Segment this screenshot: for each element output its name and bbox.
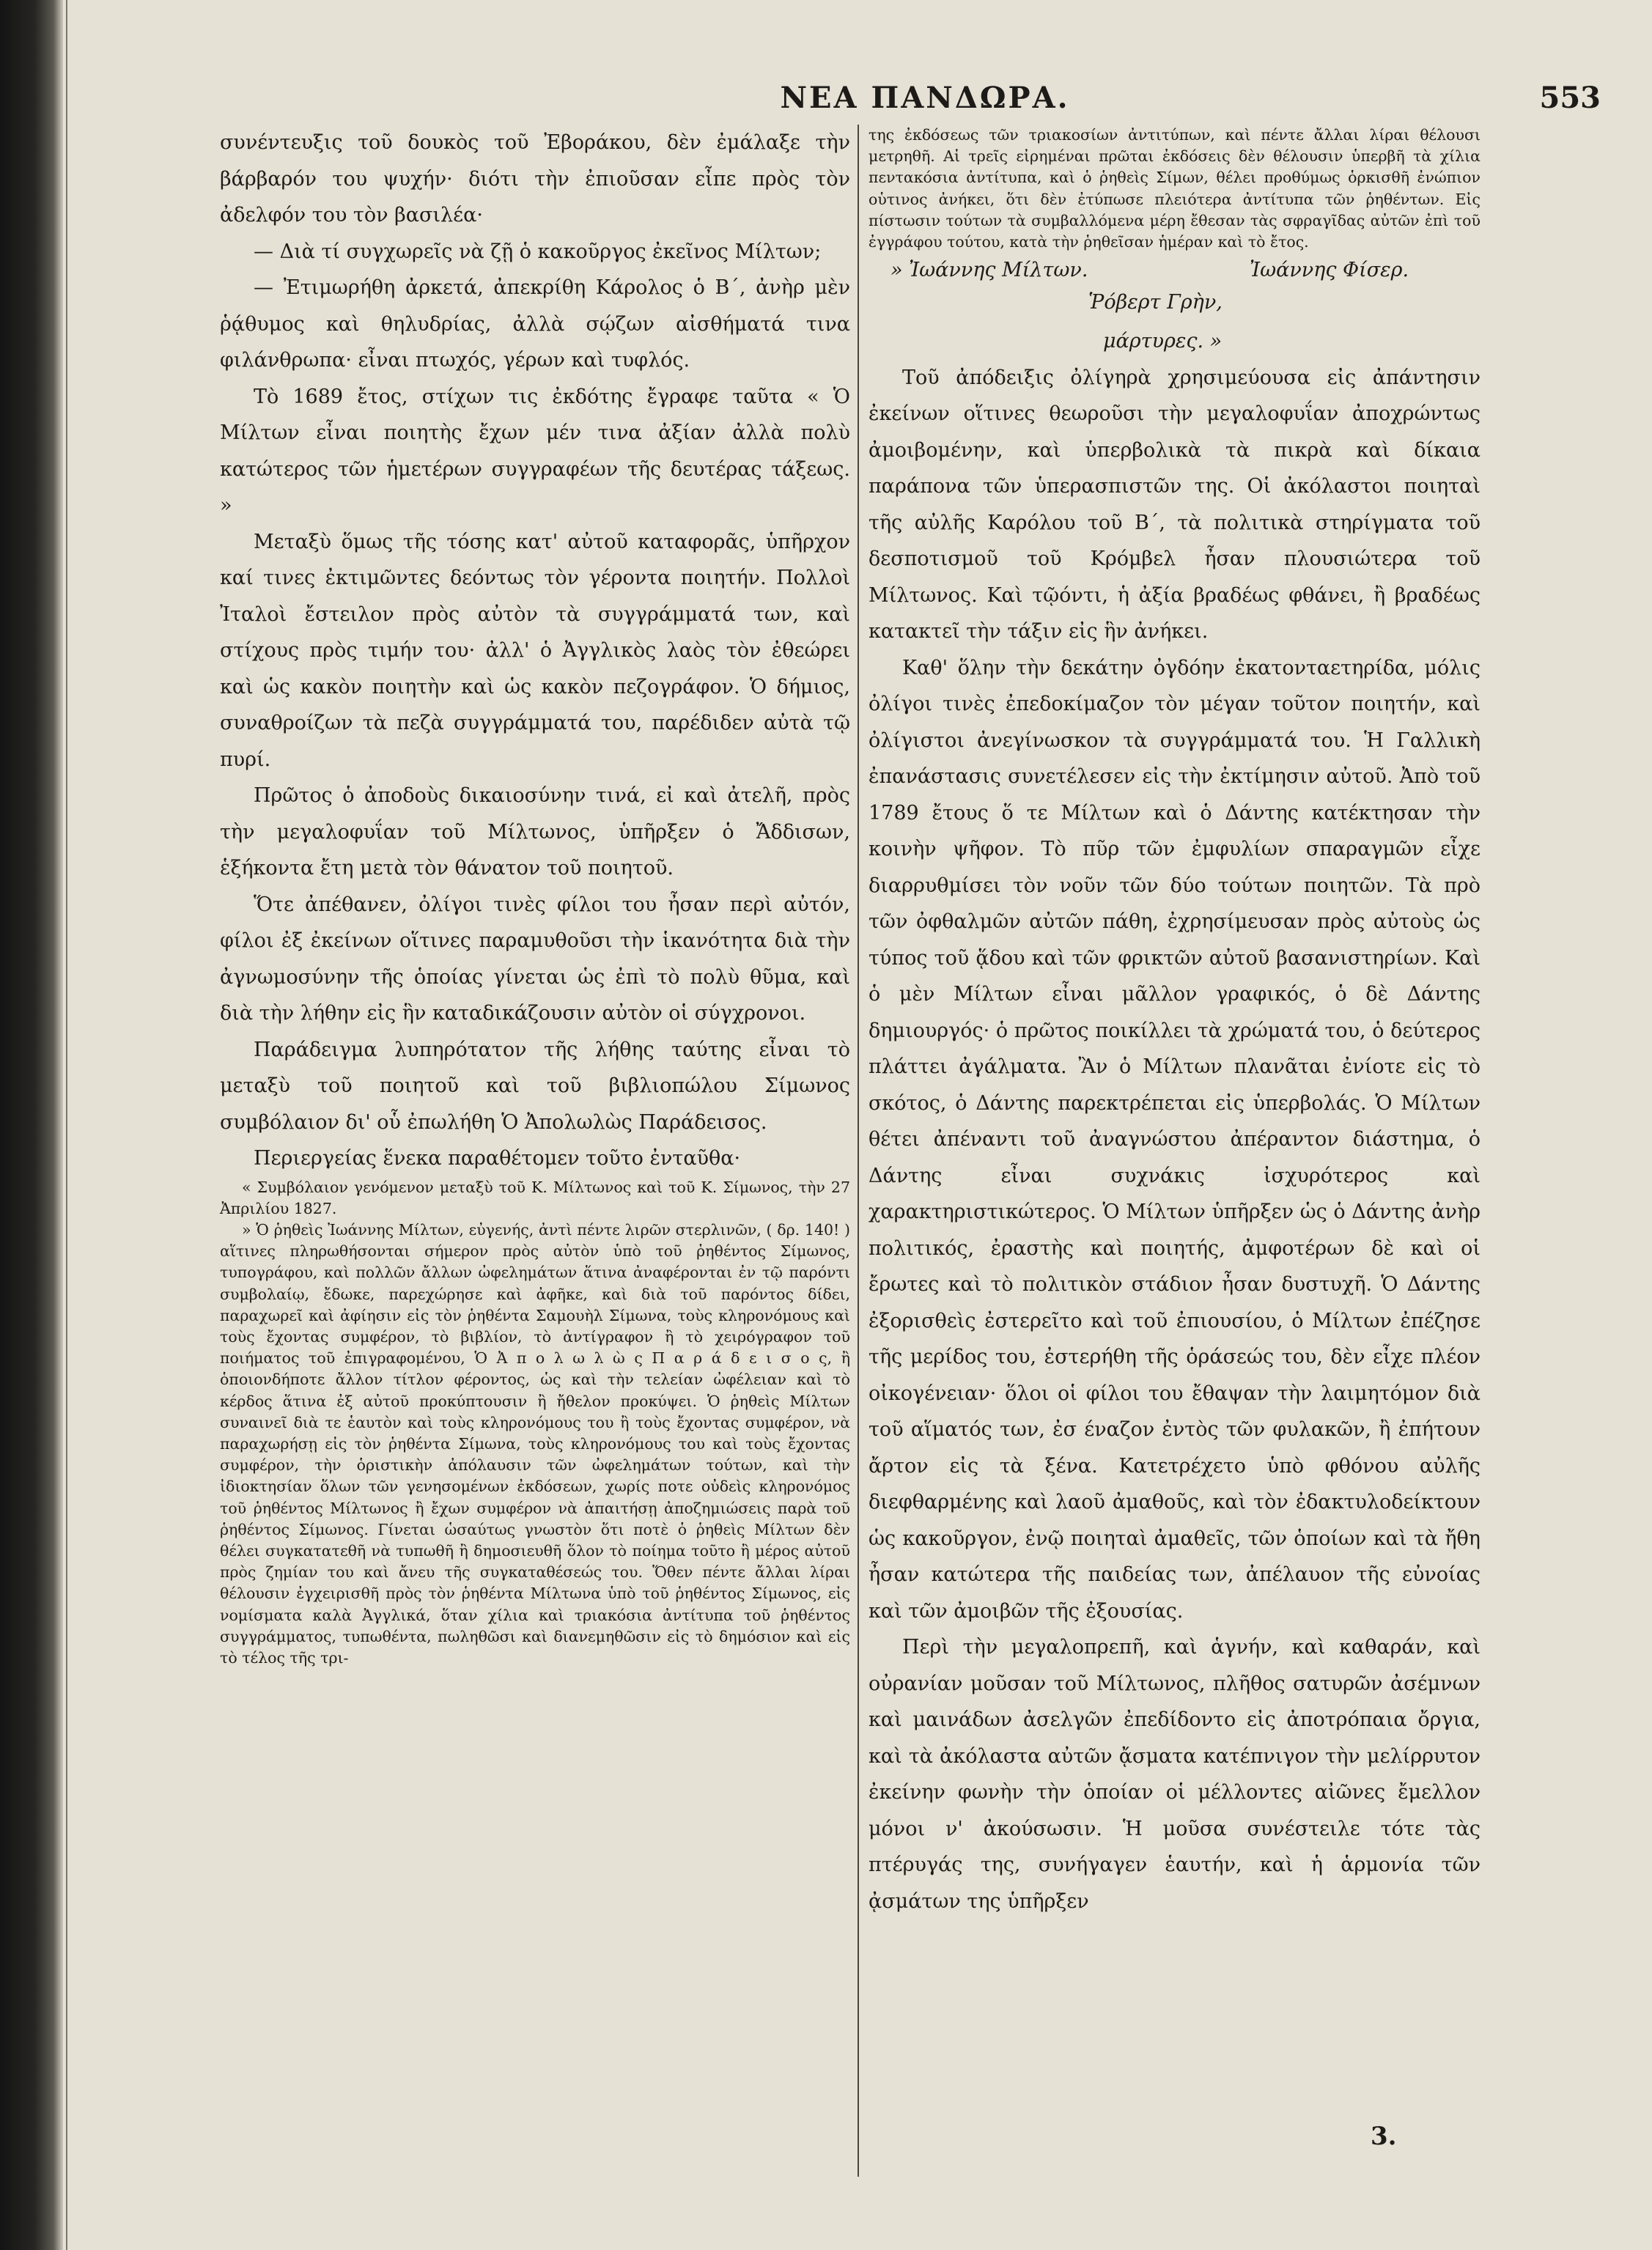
signer-fisher: Ἰωάννης Φίσερ.	[1250, 259, 1409, 282]
left-column	[220, 125, 850, 1669]
printer-signature-mark: 3.	[1371, 2122, 1397, 2151]
paragraph: Τὸ 1689 ἔτος, στίχων τις ἐκδότης ἔγραφε ταῦτα « Ὁ Μίλτων εἶναι ποιητὴς ἔχων μέν τινα ἀξίαν ἀλλὰ πολὺ κατώτερος τῶν ἡμετέρων συγγραφέων τῆς δευτέρας τάξεως. »	[220, 385, 850, 517]
paragraph: Παράδειγμα λυπηρότατον τῆς λήθης ταύτης εἶναι τὸ μεταξὺ τοῦ ποιητοῦ καὶ τοῦ βιβλιοπώλου Σίμωνος συμβόλαιον δι' οὗ ἐπωλήθη Ὁ Ἀπολωλὼς Παράδεισος.	[220, 1038, 850, 1134]
paragraph: Περιεργείας ἕνεκα παραθέτομεν τοῦτο ἐνταῦθα·	[254, 1147, 741, 1170]
paragraph: Ὅτε ἀπέθανεν, ὀλίγοι τινὲς φίλοι του ἦσαν περὶ αὐτόν, φίλοι ἐξ ἐκείνων οἵτινες παραμυθοῦσι τὴν ἱκανότητα διὰ τὴν ἀγνωμοσύνην τῆς ὁποίας γίνεται ὡς ἐπὶ τὸ πολὺ θῦμα, καὶ διὰ τὴν λήθην εἰς ἣν καταδικάζουσιν αὐτὸν οἱ σύγχρονοι.	[220, 893, 850, 1025]
signer-green: Ῥόβερτ Γρὴν,	[1088, 291, 1223, 314]
running-head	[220, 81, 1630, 125]
page-number: 553	[1539, 81, 1601, 115]
paragraph: Μεταξὺ ὅμως τῆς τόσης κατ' αὐτοῦ καταφορᾶς, ὑπῆρχον καί τινες ἐκτιμῶντες δεόντως τὸν γέροντα ποιητήν. Πολλοὶ Ἰταλοὶ ἔστειλον πρὸς αὐτὸν τὰ συγγράμματά των, καὶ στίχους πρὸς τιμήν του· ἀλλ' ὁ Ἀγγλικὸς λαὸς τὸν ἐθεώρει καὶ ὡς κακὸν ποιητὴν καὶ ὡς κακὸν πεζογράφον. Ὁ δήμιος, συναθροίζων τὰ πεζὰ συγγράμματά του, παρέδιδεν αὐτὰ τῷ πυρί.	[220, 530, 850, 771]
paragraph: Καθ' ὅλην τὴν δεκάτην ὀγδόην ἑκατονταετηρίδα, μόλις ὀλίγοι τινὲς ἐπεδοκίμαζον τὸν μέγαν τοῦτον ποιητήν, καὶ ὀλίγιστοι ἀνεγίνωσκον τὰ συγγράμματά του. Ἡ Γαλλικὴ ἐπανάστασις συνετέλεσεν εἰς τὴν ἐκτίμησιν αὐτοῦ. Ἀπὸ τοῦ 1789 ἔτους ὅ τε Μίλτων καὶ ὁ Δάντης κατέκτησαν τὴν κοινὴν ψῆφον. Τὸ πῦρ τῶν ἐμφυλίων σπαραγμῶν εἶχε διαρρυθμίσει τὸν νοῦν τῶν δύο τούτων ποιητῶν. Τὰ πρὸ τῶν ὀφθαλμῶν αὐτῶν πάθη, ἐχρησίμευσαν πρὸς αὐτοὺς ὡς τύπος τοῦ ᾅδου καὶ τῶν φρικτῶν αὐτοῦ βασανιστηρίων. Καὶ ὁ μὲν Μίλτων εἶναι μᾶλλον γραφικός, ὁ δὲ Δάντης δημιουργός· ὁ πρῶτος ποικίλλει τὰ χρώματά του, ὁ δεύτερος πλάττει ἀγάλματα. Ἂν ὁ Μίλτων πλανᾶται ἐνίοτε εἰς τὸ σκότος, ὁ Δάντης παρεκτρέπεται εἰς ὑπερβολάς. Ὁ Μίλτων θέτει ἀπέναντι τοῦ ἀναγνώστου ἀπέραντον διάστημα, ὁ Δάντης εἶναι συχνάκις ἰσχυρότερος καὶ χαρακτηριστικώτερος. Ὁ Μίλτων ὑπῆρξεν ὡς ὁ Δάντης ἀνὴρ πολιτικός, ἐραστὴς καὶ ποιητής, ἀμφοτέρων δὲ καὶ οἱ ἔρωτες καὶ τὸ πολιτικὸν στάδιον ἦσαν δυστυχῆ. Ὁ Δάντης ἐξορισθεὶς ἐστερεῖτο καὶ τοῦ ἐπιουσίου, ὁ Μίλτων ἐπέζησε τῆς μερίδος του, ἐστερήθη τῆς ὁράσεώς του, δὲν εἶχε πλέον οἰκογένειαν· ὅλοι οἱ φίλοι του ἔθαψαν τὴν λαιμητόμον διὰ τοῦ αἵματός των, ἐσ έναζον ἐντὸς τῶν φυλακῶν, ἢ ἐπήτουν ἄρτον εἰς τὰ ξένα. Κατετρέχετο ὑπὸ φθόνου αὐλῆς διεφθαρμένης καὶ λαοῦ ἀμαθοῦς, καὶ τὸν ἐδακτυλοδείκτουν ὡς κακοῦργον, ἐνῷ ποιηταὶ ἀμαθεῖς, τῶν ὁποίων καὶ τὰ ἤθη ἦσαν κατώτερα τῆς παιδείας των, ἀπέλαυον τῆς εὐνοίας καὶ τῶν ἀμοιβῶν τῆς ἐξουσίας.	[869, 656, 1480, 1623]
signer-milton: » Ἰωάννης Μίλτων.	[890, 259, 1088, 282]
witnesses-label: μάρτυρες. »	[1103, 330, 1223, 353]
journal-title: ΝΕΑ ΠΑΝΔΩΡΑ.	[780, 81, 1070, 115]
dialogue-line: — Διὰ τί συγχωρεῖς νὰ ζῇ ὁ κακοῦργος ἐκεῖνος Μίλτων;	[254, 240, 822, 263]
paragraph: Περὶ τὴν μεγαλοπρεπῆ, καὶ ἁγνήν, καὶ καθαράν, καὶ οὐρανίαν μοῦσαν τοῦ Μίλτωνος, πλῆθος σατυρῶν ἀσέμνων καὶ μαινάδων ἀσελγῶν ἐπεδίδοντο εἰς ἀποτρόπαια ὄργια, καὶ τὰ ἀκόλαστα αὐτῶν ᾄσματα κατέπνιγον τὴν μελίρρυτον ἐκείνην φωνὴν τὴν ὁποίαν οἱ μέλλοντες αἰῶνες ἔμελλον μόνοι ν' ἀκούσωσιν. Ἡ μοῦσα συνέστειλε τότε τὰς πτέρυγάς της, συνήγαγεν ἑαυτήν, καὶ ἡ ἁρμονία τῶν ᾀσμάτων της ὑπῆρξεν	[869, 1636, 1480, 1913]
contract-signatures	[869, 253, 1480, 323]
contract-heading: « Συμβόλαιον γενόμενον μεταξὺ τοῦ Κ. Μίλτωνος καὶ τοῦ Κ. Σίμωνος, τὴν 27 Ἀπριλίου 1827.	[220, 1178, 850, 1217]
contract-body: » Ὁ ῥηθεὶς Ἰωάννης Μίλτων, εὐγενής, ἀντὶ πέντε λιρῶν στερλινῶν, ( δρ. 140! ) αἵτινες πληρωθήσονται σήμερον πρὸς αὐτὸν ὑπὸ τοῦ ῥηθέντος Σίμωνος, τυπογράφου, καὶ πολλῶν ἄλλων ὠφελημάτων ἅτινα ἀναφέρονται ἐν τῷ παρόντι συμβολαίῳ, ἔδωκε, παρεχώρησε καὶ ἀφῆκε, καὶ διὰ τοῦ παρόντος δίδει, παραχωρεῖ καὶ ἀφίησιν εἰς τὸν ῥηθέντα Σαμουὴλ Σίμωνα, τοὺς κληρονόμους καὶ τοὺς ἔχοντας συμφέρον, τὸ βιβλίον, τὸ ἀντίγραφον ἢ τὸ χειρόγραφον τοῦ ποιήματος τοῦ ἐπιγραφομένου, Ὁ Ἀ π ο λ ω λ ὼ ς Π α ρ ά δ ε ι σ ο ς, ἢ ὁποιονδήποτε ἄλλον τίτλον φέροντος, ὡς καὶ τὴν τελείαν ὠφέλειαν καὶ τὸ κέρδος ἅτινα ἐξ αὐτοῦ προκύπτουσιν ἢ ἤθελον προκύψει. Ὁ ῥηθεὶς Μίλτων συναινεῖ διὰ τε ἑαυτὸν καὶ τοὺς κληρονόμους του ἢ τοὺς ἔχοντας συμφέρον, νὰ παραχωρήσῃ εἰς τὸν ῥηθέντα Σίμωνα, τοὺς κληρονόμους του καὶ τοὺς ἔχοντας συμφέρον, τὴν ὁριστικὴν ἀπόλαυσιν τῶν ὠφελημάτων τούτων, καὶ τὴν ἰδιοκτησίαν ὅλων τῶν γενησομένων ἐκδόσεων, χωρίς ποτε οὐδεὶς κληρονόμος τοῦ ῥηθέντος Μίλτωνος ἢ ἔχων συμφέρον νὰ ἀπαιτήσῃ ἀποζημιώσεις παρὰ τοῦ ῥηθέντος Σίμωνος. Γίνεται ὡσαύτως γνωστὸν ὅτι ποτὲ ὁ ῥηθεὶς Μίλτων δὲν θέλει συγκατατεθῆ νὰ τυπωθῆ ἢ δημοσιευθῆ ὅλον τὸ ποίημα τοῦτο ἢ μέρος αὐτοῦ πρὸς ζημίαν του καὶ ἄνευ τῆς συγκαταθέσεώς του. Ὅθεν πέντε ἄλλαι λίραι θέλουσιν ἐγχειρισθῆ πρὸς τὸν ῥηθέντα Μίλτωνα ὑπὸ τοῦ ῥηθέντος Σίμωνος, εἰς νομίσματα καλὰ Ἀγγλικά, ὅταν χίλια καὶ τριακόσια ἀντίτυπα τοῦ ῥηθέντος συγγράμματος, τυπωθέντα, πωληθῶσι καὶ διανεμηθῶσιν εἰς τὸ δημόσιον καὶ εἰς τὸ τέλος τῆς τρι-	[220, 1220, 850, 1667]
book-binding-edge	[0, 0, 63, 2250]
contract-body-continued: της ἐκδόσεως τῶν τριακοσίων ἀντιτύπων, καὶ πέντε ἄλλαι λίραι θέλουσι μετρηθῆ. Αἱ τρεῖς εἰρημέναι πρῶται ἐκδόσεις δὲν θέλουσιν ὑπερβῆ τὰ χίλια πεντακόσια ἀντίτυπα, καὶ ὁ ῥηθεὶς Σίμων, θέλει προθύμως ὁρκισθῆ ἐνώπιον οὑτινος ἀνήκει, ὅτι δὲν ἐτύπωσε πλειότερα ἀντίτυπα τῶν ῥηθέντων. Εἰς πίστωσιν τούτων τὰ συμβαλλόμενα μέρη ἔθεσαν τὰς σφραγῖδας αὐτῶν ἐπὶ τοῦ ἐγγράφου τούτου, κατὰ τὴν ῥηθεῖσαν ἡμέραν καὶ τὸ ἔτος.	[869, 126, 1480, 251]
column-divider	[858, 125, 859, 2177]
paragraph: Τοῦ ἀπόδειξις ὀλίγηρὰ χρησιμεύουσα εἰς ἀπάντησιν ἐκείνων οἵτινες θεωροῦσι τὴν μεγαλοφυΐαν ἀποχρώντως ἀμοιβομένην, καὶ ὑπερβολικὰ τὰ πικρὰ καὶ δίκαια παράπονα τῶν ὑπερασπιστῶν της. Οἱ ἀκόλαστοι ποιηταὶ τῆς αὐλῆς Καρόλου τοῦ Β΄, τὰ πολιτικὰ στηρίγματα τοῦ δεσποτισμοῦ τοῦ Κρόμβελ ἦσαν πλουσιώτερα τοῦ Μίλτωνος. Καὶ τῷόντι, ἡ ἀξία βραδέως φθάνει, ἢ βραδέως κατακτεῖ τὴν τάξιν εἰς ἣν ἀνήκει.	[869, 366, 1480, 643]
paragraph: συνέντευξις τοῦ δουκὸς τοῦ Ἐβοράκου, δὲν ἐμάλαξε τὴν βάρβαρόν του ψυχήν· διότι τὴν ἐπιοῦσαν εἶπε πρὸς τὸν ἀδελφόν του τὸν βασιλέα·	[220, 131, 850, 226]
binding-fold-line	[66, 0, 67, 2250]
paragraph: Πρῶτος ὁ ἀποδοὺς δικαιοσύνην τινά, εἰ καὶ ἀτελῆ, πρὸς τὴν μεγαλοφυΐαν τοῦ Μίλτωνος, ὑπῆρξεν ὁ Ἄδδισων, ἑξήκοντα ἔτη μετὰ τὸν θάνατον τοῦ ποιητοῦ.	[220, 784, 850, 879]
right-column	[869, 125, 1480, 1919]
dialogue-line: — Ἐτιμωρήθη ἀρκετά, ἀπεκρίθη Κάρολος ὁ Β΄, ἀνὴρ μὲν ῥᾴθυμος καὶ θηλυδρίας, ἀλλὰ σῴζων αἰσθήματά τινα φιλάνθρωπα· εἶναι πτωχός, γέρων καὶ τυφλός.	[220, 276, 850, 372]
